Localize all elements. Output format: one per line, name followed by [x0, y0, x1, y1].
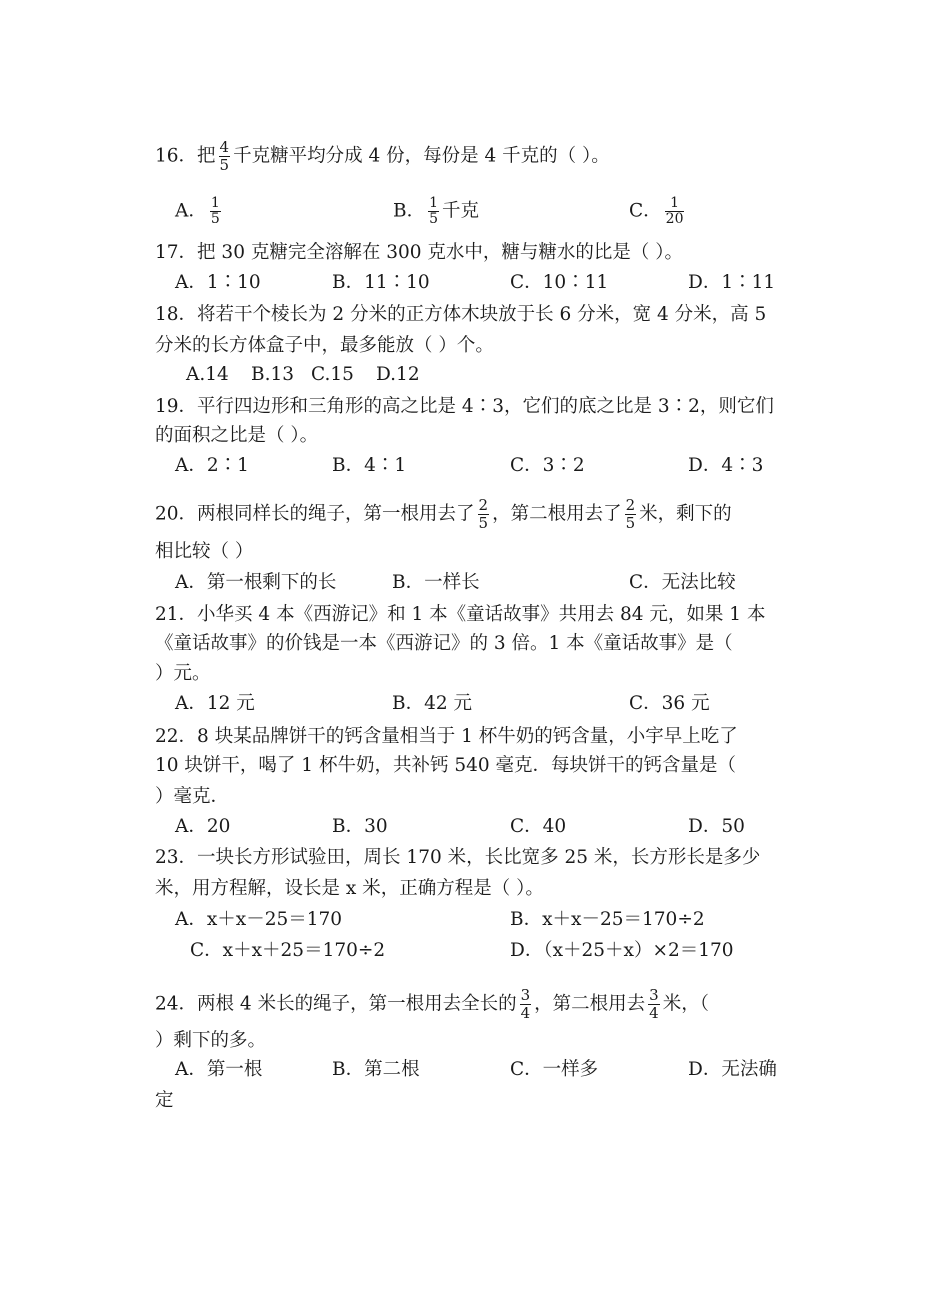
q17-option-a[interactable]: A．1∶10	[175, 272, 261, 293]
question-19-line-2: 的面积之比是（ ）。	[155, 425, 319, 446]
q21-option-a[interactable]: A．12 元	[175, 693, 255, 714]
q18-option-d[interactable]: D.12	[376, 364, 420, 385]
q19-option-d[interactable]: D．4∶3	[688, 455, 764, 476]
fraction: $\frac{1}{5}$	[210, 195, 220, 227]
question-17: 17．把 30 克糖完全溶解在 300 克水中，糖与糖水的比是（ ）。	[155, 242, 684, 263]
q18-option-a[interactable]: A.14	[186, 364, 229, 385]
q24-option-d[interactable]: D．无法确	[688, 1059, 777, 1080]
q22-option-b[interactable]: B．30	[332, 816, 388, 837]
q22-option-a[interactable]: A．20	[175, 816, 231, 837]
q20-option-a[interactable]: A．第一根剩下的长	[175, 572, 337, 593]
q19-option-b[interactable]: B．4∶1	[332, 455, 407, 476]
q16-option-c[interactable]: C． $\frac{1}{20}$	[629, 195, 684, 227]
fraction: $\frac{3}{4}$	[520, 986, 531, 1022]
question-21-line-2: 《童话故事》的价钱是一本《西游记》的 3 倍。1 本《童话故事》是（	[155, 633, 733, 654]
q17-option-c[interactable]: C．10∶11	[510, 272, 609, 293]
question-22-line-1: 22．8 块某品牌饼干的钙含量相当于 1 杯牛奶的钙含量，小宇早上吃了	[155, 726, 738, 747]
question-21-line-3: ）元。	[155, 663, 211, 684]
q24-option-d-wrap: 定	[155, 1090, 174, 1111]
fraction: $\frac{3}{4}$	[649, 986, 659, 1022]
q23-option-d[interactable]: D．（x＋25＋x）×2＝170	[510, 940, 734, 961]
q23-option-a[interactable]: A．x＋x－25＝170	[175, 909, 343, 930]
q18-option-c[interactable]: C.15	[311, 364, 354, 385]
question-23-line-2: 米，用方程解，设长是 x 米，正确方程是（ ）。	[155, 878, 544, 899]
question-20-line-1: 20．两根同样长的绳子，第一根用去了 $\frac{2}{5}$ ，第二根用去了 $\frac{2}{5}$ 米，剩下的	[155, 496, 732, 532]
q18-option-b[interactable]: B.13	[251, 364, 295, 385]
question-24-line-1: 24．两根 4 米长的绳子，第一根用去全长的 $\frac{3}{4}$ ，第二根用去 $\frac{3}{4}$ 米，（	[155, 986, 709, 1022]
q24-option-b[interactable]: B．第二根	[332, 1059, 420, 1080]
q20-option-c[interactable]: C．无法比较	[629, 572, 736, 593]
fraction: $\frac{2}{5}$	[478, 496, 489, 532]
q16-option-a[interactable]: A． $\frac{1}{5}$	[175, 195, 220, 227]
fraction: $\frac{4}{5}$	[219, 138, 230, 174]
question-21-line-1: 21．小华买 4 本《西游记》和 1 本《童话故事》共用去 84 元，如果 1 本	[155, 604, 766, 625]
q23-option-c[interactable]: C．x＋x＋25＝170÷2	[190, 940, 386, 961]
question-18-line-1: 18．将若干个棱长为 2 分米的正方体木块放于长 6 分米，宽 4 分米，高 5	[155, 304, 767, 325]
question-18-line-2: 分米的长方体盒子中，最多能放（ ）个。	[155, 335, 494, 356]
fraction: $\frac{1}{5}$	[429, 195, 439, 227]
q21-option-c[interactable]: C．36 元	[629, 693, 710, 714]
question-19-line-1: 19．平行四边形和三角形的高之比是 4∶3，它们的底之比是 3∶2，则它们	[155, 396, 774, 417]
q24-option-a[interactable]: A．第一根	[175, 1059, 263, 1080]
fraction: $\frac{2}{5}$	[625, 496, 636, 532]
q22-option-d[interactable]: D．50	[688, 816, 745, 837]
question-24-line-2: ）剩下的多。	[155, 1030, 267, 1051]
question-22-line-2: 10 块饼干，喝了 1 杯牛奶，共补钙 540 毫克．每块饼干的钙含量是（	[155, 755, 737, 776]
q24-option-c[interactable]: C．一样多	[510, 1059, 599, 1080]
q17-option-d[interactable]: D．1∶11	[688, 272, 776, 293]
q21-option-b[interactable]: B．42 元	[392, 693, 473, 714]
q19-option-c[interactable]: C．3∶2	[510, 455, 585, 476]
q16-option-b[interactable]: B． $\frac{1}{5}$ 千克	[393, 195, 480, 227]
q19-option-a[interactable]: A．2∶1	[175, 455, 249, 476]
q23-option-b[interactable]: B．x＋x－25＝170÷2	[510, 909, 705, 930]
question-23-line-1: 23．一块长方形试验田，周长 170 米，长比宽多 25 米，长方形长是多少	[155, 847, 761, 868]
q17-option-b[interactable]: B．11∶10	[332, 272, 430, 293]
q22-option-c[interactable]: C．40	[510, 816, 567, 837]
question-16: 16．把 $\frac{4}{5}$ 千克糖平均分成 4 份，每份是 4 千克的（ ）。	[155, 138, 610, 174]
fraction: $\frac{1}{20}$	[665, 195, 684, 227]
question-20-line-2: 相比较（ ）	[155, 541, 254, 562]
q20-option-b[interactable]: B．一样长	[392, 572, 480, 593]
question-22-line-3: ）毫克．	[155, 786, 230, 807]
